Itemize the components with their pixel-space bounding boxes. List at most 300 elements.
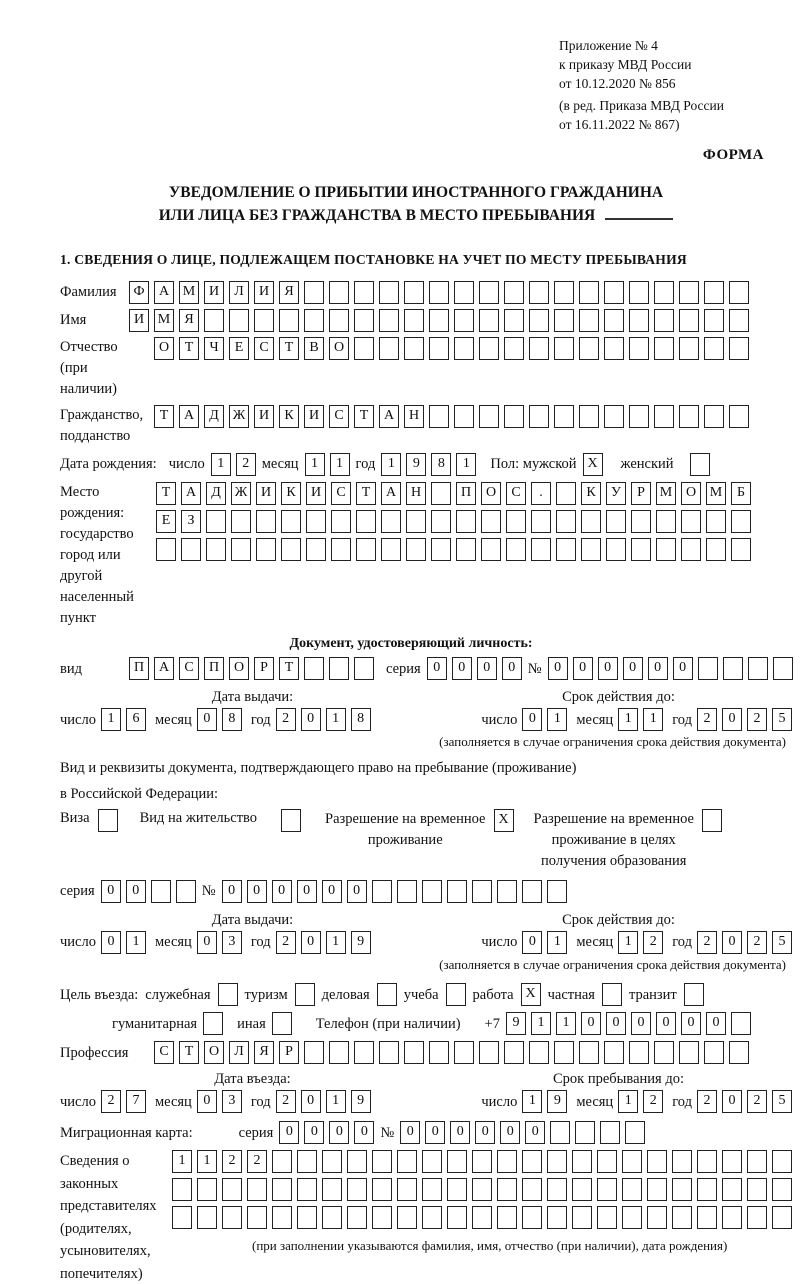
char-cell[interactable]: Т <box>354 405 374 428</box>
char-cell[interactable] <box>529 337 549 360</box>
char-cell[interactable]: С <box>154 1041 174 1064</box>
char-cell[interactable] <box>429 405 449 428</box>
char-cell[interactable] <box>454 309 474 332</box>
char-cell[interactable] <box>572 1178 592 1201</box>
char-cell[interactable] <box>631 538 651 561</box>
char-cell[interactable] <box>579 281 599 304</box>
char-cell[interactable] <box>629 281 649 304</box>
char-cell[interactable] <box>377 983 397 1006</box>
char-cell[interactable]: Ч <box>204 337 224 360</box>
char-cell[interactable] <box>206 538 226 561</box>
char-cell[interactable]: 1 <box>643 708 663 731</box>
char-cell[interactable]: Д <box>206 482 226 505</box>
representatives-row-1[interactable] <box>172 1150 792 1173</box>
char-cell[interactable]: И <box>256 482 276 505</box>
char-cell[interactable] <box>622 1150 642 1173</box>
char-cell[interactable] <box>454 281 474 304</box>
char-cell[interactable] <box>522 880 542 903</box>
char-cell[interactable]: Н <box>406 482 426 505</box>
char-cell[interactable] <box>447 1178 467 1201</box>
char-cell[interactable]: 9 <box>547 1090 567 1113</box>
char-cell[interactable]: С <box>179 657 199 680</box>
issue-year-cells[interactable] <box>276 708 371 731</box>
char-cell[interactable] <box>522 1178 542 1201</box>
char-cell[interactable] <box>406 510 426 533</box>
char-cell[interactable]: 1 <box>618 708 638 731</box>
residence-valid-month-cells[interactable] <box>618 931 663 954</box>
char-cell[interactable]: 0 <box>631 1012 651 1035</box>
char-cell[interactable]: У <box>606 482 626 505</box>
char-cell[interactable]: О <box>481 482 501 505</box>
char-cell[interactable]: Р <box>279 1041 299 1064</box>
char-cell[interactable] <box>729 337 749 360</box>
char-cell[interactable]: 2 <box>747 1090 767 1113</box>
char-cell[interactable]: 1 <box>381 453 401 476</box>
char-cell[interactable] <box>656 538 676 561</box>
char-cell[interactable] <box>354 337 374 360</box>
char-cell[interactable] <box>597 1150 617 1173</box>
char-cell[interactable]: А <box>179 405 199 428</box>
entry-month-cells[interactable] <box>197 1090 242 1113</box>
char-cell[interactable] <box>172 1206 192 1229</box>
char-cell[interactable]: Я <box>279 281 299 304</box>
char-cell[interactable] <box>690 453 710 476</box>
char-cell[interactable] <box>629 405 649 428</box>
char-cell[interactable] <box>279 309 299 332</box>
char-cell[interactable]: И <box>306 482 326 505</box>
char-cell[interactable]: К <box>279 405 299 428</box>
char-cell[interactable]: 0 <box>573 657 593 680</box>
char-cell[interactable] <box>504 1041 524 1064</box>
char-cell[interactable]: X <box>583 453 603 476</box>
char-cell[interactable] <box>597 1206 617 1229</box>
char-cell[interactable]: П <box>129 657 149 680</box>
char-cell[interactable]: 0 <box>301 708 321 731</box>
char-cell[interactable]: X <box>521 983 541 1006</box>
char-cell[interactable] <box>472 880 492 903</box>
char-cell[interactable] <box>295 983 315 1006</box>
char-cell[interactable] <box>497 1178 517 1201</box>
surname-cells[interactable] <box>129 281 749 304</box>
char-cell[interactable] <box>529 309 549 332</box>
char-cell[interactable]: 1 <box>547 931 567 954</box>
char-cell[interactable]: 1 <box>456 453 476 476</box>
char-cell[interactable] <box>431 482 451 505</box>
char-cell[interactable] <box>481 510 501 533</box>
char-cell[interactable]: 1 <box>326 931 346 954</box>
char-cell[interactable] <box>698 657 718 680</box>
char-cell[interactable]: 0 <box>197 708 217 731</box>
char-cell[interactable] <box>504 337 524 360</box>
char-cell[interactable] <box>176 880 196 903</box>
char-cell[interactable] <box>556 510 576 533</box>
char-cell[interactable]: 6 <box>126 708 146 731</box>
char-cell[interactable] <box>329 309 349 332</box>
residence-issue-year-cells[interactable] <box>276 931 371 954</box>
char-cell[interactable]: А <box>154 281 174 304</box>
char-cell[interactable] <box>629 337 649 360</box>
char-cell[interactable] <box>554 1041 574 1064</box>
char-cell[interactable]: И <box>129 309 149 332</box>
char-cell[interactable] <box>422 880 442 903</box>
char-cell[interactable] <box>381 510 401 533</box>
char-cell[interactable] <box>772 1150 792 1173</box>
char-cell[interactable] <box>447 880 467 903</box>
char-cell[interactable]: 0 <box>247 880 267 903</box>
migration-series-cells[interactable] <box>279 1121 374 1144</box>
char-cell[interactable] <box>397 1150 417 1173</box>
char-cell[interactable]: 2 <box>697 708 717 731</box>
char-cell[interactable]: Е <box>156 510 176 533</box>
purpose-private-checkbox[interactable] <box>602 983 622 1006</box>
char-cell[interactable] <box>447 1150 467 1173</box>
char-cell[interactable] <box>679 1041 699 1064</box>
char-cell[interactable] <box>679 281 699 304</box>
char-cell[interactable] <box>704 405 724 428</box>
char-cell[interactable] <box>156 538 176 561</box>
char-cell[interactable] <box>579 309 599 332</box>
char-cell[interactable]: Т <box>356 482 376 505</box>
char-cell[interactable]: 2 <box>697 931 717 954</box>
char-cell[interactable] <box>256 538 276 561</box>
char-cell[interactable] <box>204 309 224 332</box>
char-cell[interactable] <box>404 1041 424 1064</box>
char-cell[interactable] <box>347 1178 367 1201</box>
doc-type-cells[interactable] <box>129 657 374 680</box>
char-cell[interactable] <box>397 1206 417 1229</box>
profession-cells[interactable] <box>154 1041 749 1064</box>
char-cell[interactable] <box>206 510 226 533</box>
char-cell[interactable]: 0 <box>126 880 146 903</box>
char-cell[interactable] <box>304 281 324 304</box>
char-cell[interactable] <box>506 538 526 561</box>
char-cell[interactable]: С <box>506 482 526 505</box>
char-cell[interactable] <box>446 983 466 1006</box>
char-cell[interactable] <box>304 657 324 680</box>
char-cell[interactable]: 0 <box>197 1090 217 1113</box>
residence-valid-year-cells[interactable] <box>697 931 792 954</box>
char-cell[interactable]: А <box>379 405 399 428</box>
char-cell[interactable]: М <box>656 482 676 505</box>
char-cell[interactable] <box>404 309 424 332</box>
birth-place-row-3[interactable] <box>156 538 751 561</box>
char-cell[interactable] <box>654 281 674 304</box>
char-cell[interactable]: Я <box>179 309 199 332</box>
residence-valid-day-cells[interactable] <box>522 931 567 954</box>
char-cell[interactable]: 2 <box>276 1090 296 1113</box>
char-cell[interactable] <box>706 538 726 561</box>
char-cell[interactable] <box>454 337 474 360</box>
char-cell[interactable] <box>397 1178 417 1201</box>
char-cell[interactable]: 0 <box>347 880 367 903</box>
char-cell[interactable] <box>579 337 599 360</box>
char-cell[interactable]: 9 <box>406 453 426 476</box>
char-cell[interactable] <box>722 1178 742 1201</box>
char-cell[interactable] <box>172 1178 192 1201</box>
char-cell[interactable] <box>372 1150 392 1173</box>
char-cell[interactable] <box>729 281 749 304</box>
char-cell[interactable]: 0 <box>304 1121 324 1144</box>
char-cell[interactable] <box>556 482 576 505</box>
char-cell[interactable] <box>281 538 301 561</box>
representatives-row-2[interactable] <box>172 1178 792 1201</box>
char-cell[interactable] <box>604 337 624 360</box>
purpose-study-checkbox[interactable] <box>446 983 466 1006</box>
char-cell[interactable] <box>404 337 424 360</box>
char-cell[interactable] <box>497 1150 517 1173</box>
valid-day-cells[interactable] <box>522 708 567 731</box>
char-cell[interactable] <box>654 337 674 360</box>
title-blank-underline[interactable] <box>605 204 673 220</box>
char-cell[interactable] <box>679 405 699 428</box>
issue-month-cells[interactable] <box>197 708 242 731</box>
char-cell[interactable]: 0 <box>598 657 618 680</box>
char-cell[interactable] <box>272 1206 292 1229</box>
char-cell[interactable] <box>497 1206 517 1229</box>
char-cell[interactable]: 1 <box>197 1150 217 1173</box>
char-cell[interactable] <box>247 1206 267 1229</box>
char-cell[interactable]: Е <box>229 337 249 360</box>
char-cell[interactable] <box>681 510 701 533</box>
doc-series-cells[interactable] <box>427 657 522 680</box>
char-cell[interactable] <box>454 1041 474 1064</box>
char-cell[interactable]: К <box>281 482 301 505</box>
char-cell[interactable] <box>347 1150 367 1173</box>
char-cell[interactable] <box>472 1150 492 1173</box>
char-cell[interactable] <box>604 309 624 332</box>
char-cell[interactable] <box>554 309 574 332</box>
given-name-cells[interactable] <box>129 309 749 332</box>
visa-checkbox[interactable] <box>98 809 118 832</box>
char-cell[interactable] <box>322 1178 342 1201</box>
char-cell[interactable]: 0 <box>706 1012 726 1035</box>
char-cell[interactable]: 0 <box>425 1121 445 1144</box>
char-cell[interactable]: 0 <box>522 708 542 731</box>
char-cell[interactable]: 1 <box>101 708 121 731</box>
entry-year-cells[interactable] <box>276 1090 371 1113</box>
char-cell[interactable]: Т <box>156 482 176 505</box>
char-cell[interactable]: М <box>706 482 726 505</box>
char-cell[interactable] <box>231 538 251 561</box>
char-cell[interactable]: 7 <box>126 1090 146 1113</box>
char-cell[interactable]: 0 <box>301 931 321 954</box>
temp-residence-edu-checkbox[interactable] <box>702 809 722 832</box>
char-cell[interactable] <box>504 405 524 428</box>
char-cell[interactable] <box>556 538 576 561</box>
char-cell[interactable] <box>297 1178 317 1201</box>
char-cell[interactable]: 1 <box>531 1012 551 1035</box>
char-cell[interactable]: 0 <box>279 1121 299 1144</box>
char-cell[interactable] <box>231 510 251 533</box>
char-cell[interactable]: 2 <box>247 1150 267 1173</box>
char-cell[interactable]: 2 <box>236 453 256 476</box>
char-cell[interactable] <box>222 1206 242 1229</box>
char-cell[interactable] <box>684 983 704 1006</box>
char-cell[interactable]: В <box>304 337 324 360</box>
char-cell[interactable]: 0 <box>297 880 317 903</box>
sex-female-checkbox[interactable] <box>690 453 710 476</box>
char-cell[interactable] <box>731 510 751 533</box>
char-cell[interactable] <box>647 1150 667 1173</box>
char-cell[interactable] <box>322 1206 342 1229</box>
char-cell[interactable]: 0 <box>450 1121 470 1144</box>
char-cell[interactable] <box>356 510 376 533</box>
char-cell[interactable] <box>704 1041 724 1064</box>
char-cell[interactable]: О <box>681 482 701 505</box>
char-cell[interactable] <box>606 538 626 561</box>
char-cell[interactable] <box>729 405 749 428</box>
char-cell[interactable] <box>629 309 649 332</box>
purpose-other-checkbox[interactable] <box>272 1012 292 1035</box>
char-cell[interactable] <box>472 1206 492 1229</box>
char-cell[interactable] <box>247 1178 267 1201</box>
char-cell[interactable]: 2 <box>747 708 767 731</box>
representatives-row-3[interactable] <box>172 1206 792 1229</box>
char-cell[interactable] <box>331 510 351 533</box>
char-cell[interactable]: Б <box>731 482 751 505</box>
char-cell[interactable] <box>697 1150 717 1173</box>
char-cell[interactable]: С <box>254 337 274 360</box>
char-cell[interactable] <box>347 1206 367 1229</box>
char-cell[interactable]: О <box>204 1041 224 1064</box>
char-cell[interactable] <box>554 281 574 304</box>
char-cell[interactable]: 0 <box>656 1012 676 1035</box>
char-cell[interactable]: 2 <box>101 1090 121 1113</box>
char-cell[interactable]: Л <box>229 1041 249 1064</box>
char-cell[interactable] <box>429 309 449 332</box>
char-cell[interactable] <box>600 1121 620 1144</box>
char-cell[interactable] <box>731 1012 751 1035</box>
char-cell[interactable] <box>322 1150 342 1173</box>
char-cell[interactable] <box>197 1206 217 1229</box>
char-cell[interactable]: 0 <box>722 931 742 954</box>
purpose-transit-checkbox[interactable] <box>684 983 704 1006</box>
char-cell[interactable] <box>272 1150 292 1173</box>
purpose-work-checkbox[interactable] <box>521 983 541 1006</box>
char-cell[interactable] <box>254 309 274 332</box>
char-cell[interactable] <box>181 538 201 561</box>
char-cell[interactable] <box>581 538 601 561</box>
char-cell[interactable] <box>772 1178 792 1201</box>
char-cell[interactable]: . <box>531 482 551 505</box>
char-cell[interactable] <box>672 1178 692 1201</box>
valid-month-cells[interactable] <box>618 708 663 731</box>
residence-permit-checkbox[interactable] <box>281 809 301 832</box>
char-cell[interactable] <box>379 1041 399 1064</box>
stay-month-cells[interactable] <box>618 1090 663 1113</box>
char-cell[interactable] <box>256 510 276 533</box>
char-cell[interactable] <box>379 281 399 304</box>
char-cell[interactable] <box>697 1178 717 1201</box>
char-cell[interactable] <box>679 309 699 332</box>
char-cell[interactable] <box>604 405 624 428</box>
char-cell[interactable] <box>218 983 238 1006</box>
char-cell[interactable] <box>572 1206 592 1229</box>
char-cell[interactable] <box>151 880 171 903</box>
char-cell[interactable] <box>454 405 474 428</box>
char-cell[interactable] <box>222 1178 242 1201</box>
char-cell[interactable]: Ж <box>231 482 251 505</box>
residence-series-cells[interactable] <box>101 880 196 903</box>
char-cell[interactable]: 0 <box>452 657 472 680</box>
char-cell[interactable] <box>729 309 749 332</box>
char-cell[interactable] <box>654 1041 674 1064</box>
char-cell[interactable] <box>354 657 374 680</box>
char-cell[interactable]: 5 <box>772 1090 792 1113</box>
char-cell[interactable]: Ж <box>229 405 249 428</box>
char-cell[interactable] <box>381 538 401 561</box>
residence-issue-month-cells[interactable] <box>197 931 242 954</box>
char-cell[interactable]: 9 <box>351 931 371 954</box>
char-cell[interactable]: И <box>204 281 224 304</box>
birth-place-row-1[interactable] <box>156 482 751 505</box>
char-cell[interactable] <box>722 1206 742 1229</box>
char-cell[interactable] <box>354 281 374 304</box>
char-cell[interactable] <box>604 1041 624 1064</box>
migration-number-cells[interactable] <box>400 1121 645 1144</box>
char-cell[interactable] <box>554 405 574 428</box>
char-cell[interactable]: К <box>581 482 601 505</box>
purpose-tourism-checkbox[interactable] <box>295 983 315 1006</box>
doc-number-cells[interactable] <box>548 657 793 680</box>
char-cell[interactable] <box>372 1206 392 1229</box>
char-cell[interactable]: 0 <box>322 880 342 903</box>
char-cell[interactable] <box>479 405 499 428</box>
char-cell[interactable]: 0 <box>101 931 121 954</box>
char-cell[interactable] <box>281 809 301 832</box>
char-cell[interactable] <box>429 281 449 304</box>
char-cell[interactable] <box>329 1041 349 1064</box>
char-cell[interactable] <box>602 983 622 1006</box>
issue-day-cells[interactable] <box>101 708 146 731</box>
char-cell[interactable]: С <box>329 405 349 428</box>
char-cell[interactable]: 8 <box>431 453 451 476</box>
char-cell[interactable] <box>672 1150 692 1173</box>
char-cell[interactable] <box>306 538 326 561</box>
char-cell[interactable] <box>354 1041 374 1064</box>
char-cell[interactable]: Ф <box>129 281 149 304</box>
char-cell[interactable] <box>729 1041 749 1064</box>
char-cell[interactable] <box>579 1041 599 1064</box>
char-cell[interactable] <box>479 337 499 360</box>
char-cell[interactable] <box>550 1121 570 1144</box>
char-cell[interactable]: 1 <box>547 708 567 731</box>
char-cell[interactable] <box>572 1150 592 1173</box>
char-cell[interactable] <box>406 538 426 561</box>
char-cell[interactable] <box>706 510 726 533</box>
birth-day-cells[interactable] <box>211 453 256 476</box>
birth-place-row-2[interactable] <box>156 510 751 533</box>
char-cell[interactable]: И <box>254 281 274 304</box>
char-cell[interactable]: 0 <box>722 1090 742 1113</box>
char-cell[interactable] <box>331 538 351 561</box>
char-cell[interactable] <box>522 1206 542 1229</box>
char-cell[interactable]: 0 <box>673 657 693 680</box>
char-cell[interactable] <box>547 1150 567 1173</box>
char-cell[interactable] <box>422 1150 442 1173</box>
char-cell[interactable]: 2 <box>643 1090 663 1113</box>
char-cell[interactable] <box>631 510 651 533</box>
char-cell[interactable]: М <box>154 309 174 332</box>
char-cell[interactable] <box>481 538 501 561</box>
char-cell[interactable] <box>531 538 551 561</box>
char-cell[interactable] <box>704 337 724 360</box>
phone-cells[interactable] <box>506 1012 751 1035</box>
char-cell[interactable]: А <box>381 482 401 505</box>
char-cell[interactable]: 0 <box>606 1012 626 1035</box>
char-cell[interactable]: 1 <box>326 1090 346 1113</box>
char-cell[interactable]: 0 <box>502 657 522 680</box>
